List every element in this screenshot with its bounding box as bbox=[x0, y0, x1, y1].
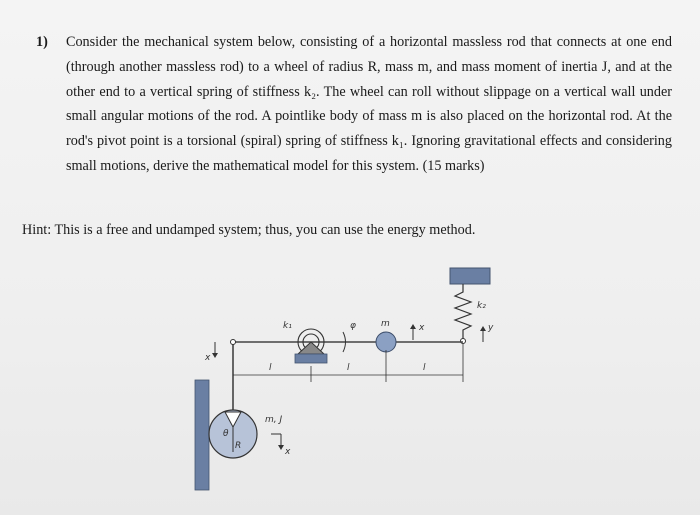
label-k2: k₂ bbox=[477, 301, 486, 311]
pivot-ground bbox=[295, 354, 327, 363]
label-mJ: m, J bbox=[265, 415, 283, 425]
hint-text: Hint: This is a free and undamped system; thus, you can use the energy method. bbox=[22, 222, 476, 238]
label-theta: θ bbox=[223, 429, 229, 439]
label-y: y bbox=[488, 323, 494, 333]
problem-statement bbox=[22, 30, 672, 179]
label-l2: l bbox=[347, 363, 350, 373]
point-mass bbox=[376, 332, 396, 352]
label-k1: k₁ bbox=[283, 321, 292, 331]
ceiling-support bbox=[450, 268, 490, 284]
pivot-base bbox=[298, 342, 324, 354]
label-m-top: m bbox=[381, 319, 390, 329]
problem-number: 1) bbox=[36, 34, 48, 50]
label-x-left: x bbox=[205, 353, 211, 363]
label-l3: l bbox=[423, 363, 426, 373]
label-phi: φ bbox=[350, 321, 356, 331]
mechanical-system-diagram bbox=[185, 262, 515, 497]
label-x-bottom: x bbox=[285, 447, 291, 457]
label-R: R bbox=[235, 441, 242, 451]
label-l1: l bbox=[269, 363, 272, 373]
vertical-wall bbox=[195, 380, 209, 490]
spring-k2 bbox=[455, 284, 471, 339]
rod-joint bbox=[231, 340, 236, 345]
label-x-top: x bbox=[419, 323, 425, 333]
problem-text: Consider the mechanical system below, consisting of a horizontal massless rod that connects at one end (through another massless rod) to a wheel of radius R, mass m, and mass moment of inertia J, and at the other end to a vertical spring of stiffness k₂. The wheel can roll without slippage on a vertical wall under small angular motions of the rod. A pointlike body of mass m is also placed on the horizontal rod. At the rod's pivot point is a torsional (spiral) spring of stiffness k₁. Ignoring gravitational effects and considering small motions, derive the mathematical model for this system. (15 marks) bbox=[66, 34, 672, 174]
